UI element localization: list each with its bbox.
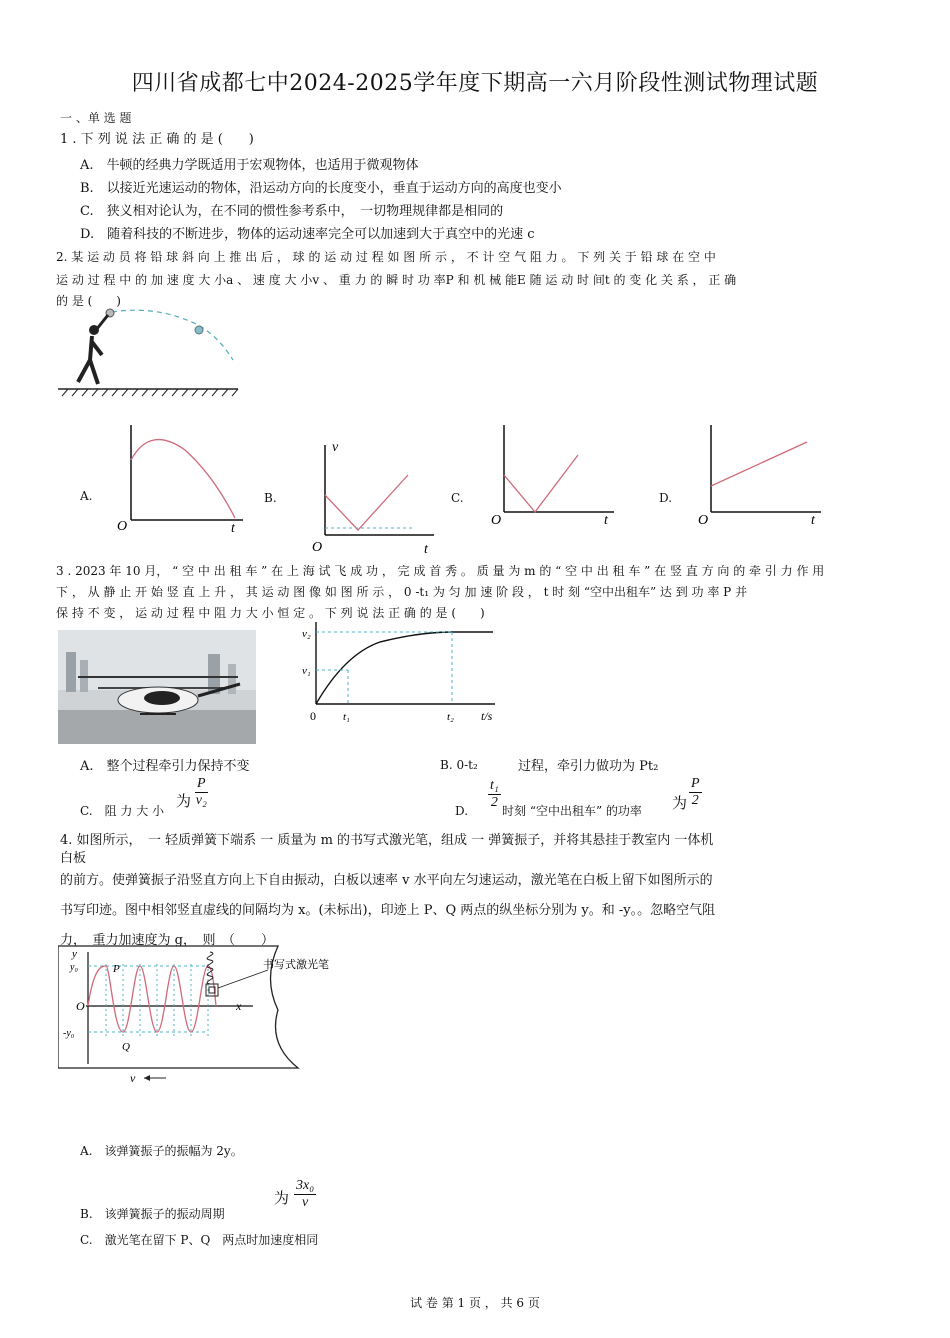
q2-graph-c-t: t — [604, 513, 608, 528]
q3-option-d-wei: 为 — [672, 794, 688, 812]
q1-option-d: D. 随着科技的不断进步，物体的运动速率完全可以加速到大于真空中的光速 c — [80, 227, 535, 242]
q3-option-c-num: P — [197, 776, 206, 791]
q2-graph-d-label: D. — [659, 491, 673, 505]
q4-fig-y0: y₀ — [70, 962, 78, 973]
q4-option-b-num: 3x₀ — [296, 1178, 315, 1193]
q1-stem: 1 . 下 列 说 法 正 确 的 是 ( ) — [60, 132, 254, 147]
q2-graph-d-t: t — [811, 513, 815, 528]
q3-option-c-fraction — [195, 776, 208, 809]
q3-stem-line3: 保 持 不 变 ， 运 动 过 程 中 阻 力 大 小 恒 定 。 下 列 说 法 正 确 的 是 ( ) — [56, 606, 485, 620]
air-taxi-photo — [58, 630, 256, 744]
q2-graph-c-label: C. — [451, 491, 464, 505]
page-title: 四川省成都七中2024-2025学年度下期高一六月阶段性测试物理试题 — [131, 71, 819, 96]
q2-graph-b — [308, 435, 438, 557]
q2-stem-line2: 运 动 过 程 中 的 加 速 度 大 小a 、 速 度 大 小v 、 重 力 的 瞬 时 功 率P 和 机 械 能E 随 运 动 时 间t 的 变 化 关 系 ， 正 确 — [56, 273, 737, 287]
q4-pen-label: 书写式激光笔 — [263, 959, 329, 971]
q2-graph-c — [488, 420, 618, 530]
q4-stem-line1b: 白板 — [60, 851, 87, 866]
shot-put-figure — [58, 300, 243, 400]
q3-graph-v1: v₁ — [302, 665, 311, 677]
q4-option-a: A. 该弹簧振子的振幅为 2y。 — [80, 1144, 243, 1158]
q2-graph-a-t: t — [231, 521, 235, 535]
q3-graph-ts: t/s — [481, 709, 493, 723]
q2-graph-b-origin: O — [312, 540, 323, 555]
q3-option-d-prefix: D. — [455, 804, 469, 818]
q4-stem-line1: 4. 如图所示， 一 轻质弹簧下端系 一 质量为 m 的书写式激光笔，组成 一 弹簧振子，并将其悬挂于教室内 一体机 — [60, 833, 714, 848]
q4-option-b-text: B. 该弹簧振子的振动周期 — [80, 1207, 225, 1221]
q4-fig-x: x — [236, 999, 242, 1013]
q2-graph-d-origin: O — [698, 513, 709, 528]
q3-stem-line2: 下 ， 从 静 止 开 始 竖 直 上 升 ， 其 运 动 图 像 如 图 所 示 ， 0 -t₁ 为 匀 加 速 阶 段 ， t 时 刻 “空中出租车” 达 到 功 率 P 并 — [56, 585, 748, 599]
q4-option-b-fraction — [294, 1178, 316, 1211]
q3-graph-origin: 0 — [310, 709, 316, 723]
q4-stem-line4: 力， 重力加速度为 g， 则 （ ） — [60, 933, 274, 948]
q3-graph-t1: t₁ — [343, 711, 350, 723]
q3-option-b-prefix: B. 0-t₂ — [440, 758, 478, 772]
q4-stem-line2: 的前方。使弹簧振子沿竖直方向上下自由振动，白板以速率 v 水平向左匀速运动，激光笔在白板上留下如图所示的 — [60, 873, 713, 888]
q3-vt-graph — [300, 618, 505, 728]
q2-graph-a — [115, 420, 250, 535]
q4-option-b-wei: 为 — [274, 1189, 290, 1207]
q2-graph-a-origin: O — [117, 519, 128, 534]
q3-option-d-text: 时刻 “空中出租车” 的功率 — [502, 804, 642, 818]
q2-graph-d — [695, 420, 825, 528]
q4-fig-p: P — [113, 963, 120, 975]
q2-graph-b-v: v — [332, 440, 339, 455]
q3-option-d-power-fraction — [689, 776, 702, 809]
q4-fig-v: v — [130, 1071, 136, 1085]
q4-option-c: C. 激光笔在留下 P、Q 两点时加速度相同 — [80, 1233, 319, 1247]
q1-option-b: B. 以接近光速运动的物体，沿运动方向的长度变小，垂直于运动方向的高度也变小 — [80, 181, 562, 196]
q4-spring-figure — [58, 944, 378, 1089]
q4-fig-origin: O — [76, 999, 85, 1013]
q4-option-b-den: v — [301, 1195, 309, 1210]
q3-graph-t2: t₂ — [447, 711, 454, 723]
q3-option-c-den: v₂ — [195, 793, 207, 808]
q3-option-d-num: t₁ — [490, 778, 499, 793]
section-heading: 一 、单 选 题 — [60, 111, 132, 125]
q2-graph-a-label: A. — [80, 489, 93, 503]
q3-option-d-power-den: 2 — [691, 793, 699, 808]
q3-option-a: A. 整个过程牵引力保持不变 — [80, 759, 250, 774]
q1-option-c: C. 狭义相对论认为，在不同的惯性参考系中， 一切物理规律都是相同的 — [80, 204, 504, 219]
q3-option-c-wei: 为 — [176, 792, 192, 810]
q3-option-d-power-num: P — [691, 776, 700, 791]
q3-option-d-fraction — [488, 778, 501, 811]
q3-option-d-den: 2 — [490, 795, 498, 810]
q4-stem-line3: 书写印迹。图中相邻竖直虚线的间隔均为 x。(未标出)，印迹上 P、Q 两点的纵坐标分别为 y。和 -y。。忽略空气阻 — [60, 903, 716, 918]
q3-option-c-prefix: C. 阻 力 大 小 — [80, 804, 165, 818]
q3-graph-v2: v₂ — [302, 628, 311, 640]
q4-fig-y: y — [72, 948, 77, 960]
q4-fig-q: Q — [122, 1041, 130, 1053]
q3-stem-line1: 3 . 2023 年 10 月， “ 空 中 出 租 车 ” 在 上 海 试 飞 成 功 ， 完 成 首 秀 。 质 量 为 m 的 “ 空 中 出 租 车 ” 在 竖 直 方 向 的 牵 引 力 作 用 — [56, 564, 825, 578]
q2-stem-line1: 2. 某 运 动 员 将 铅 球 斜 向 上 推 出 后 ， 球 的 运 动 过 程 如 图 所 示 ， 不 计 空 气 阻 力 。 下 列 关 于 铅 球 在 空 中 — [56, 250, 716, 264]
q2-graph-b-label: B. — [264, 491, 277, 505]
q4-fig-neg-y0: -y₀ — [63, 1028, 75, 1039]
q2-graph-c-origin: O — [491, 513, 502, 528]
q2-graph-b-t: t — [424, 542, 428, 557]
q1-option-a: A. 牛顿的经典力学既适用于宏观物体，也适用于微观物体 — [80, 158, 419, 173]
q2-stem-line3: 的 是 ( ) — [56, 294, 121, 308]
page-footer: 试 卷 第 1 页 ， 共 6 页 — [410, 1296, 540, 1310]
q3-option-b-text: 过程，牵引力做功为 Pt₂ — [518, 759, 659, 774]
